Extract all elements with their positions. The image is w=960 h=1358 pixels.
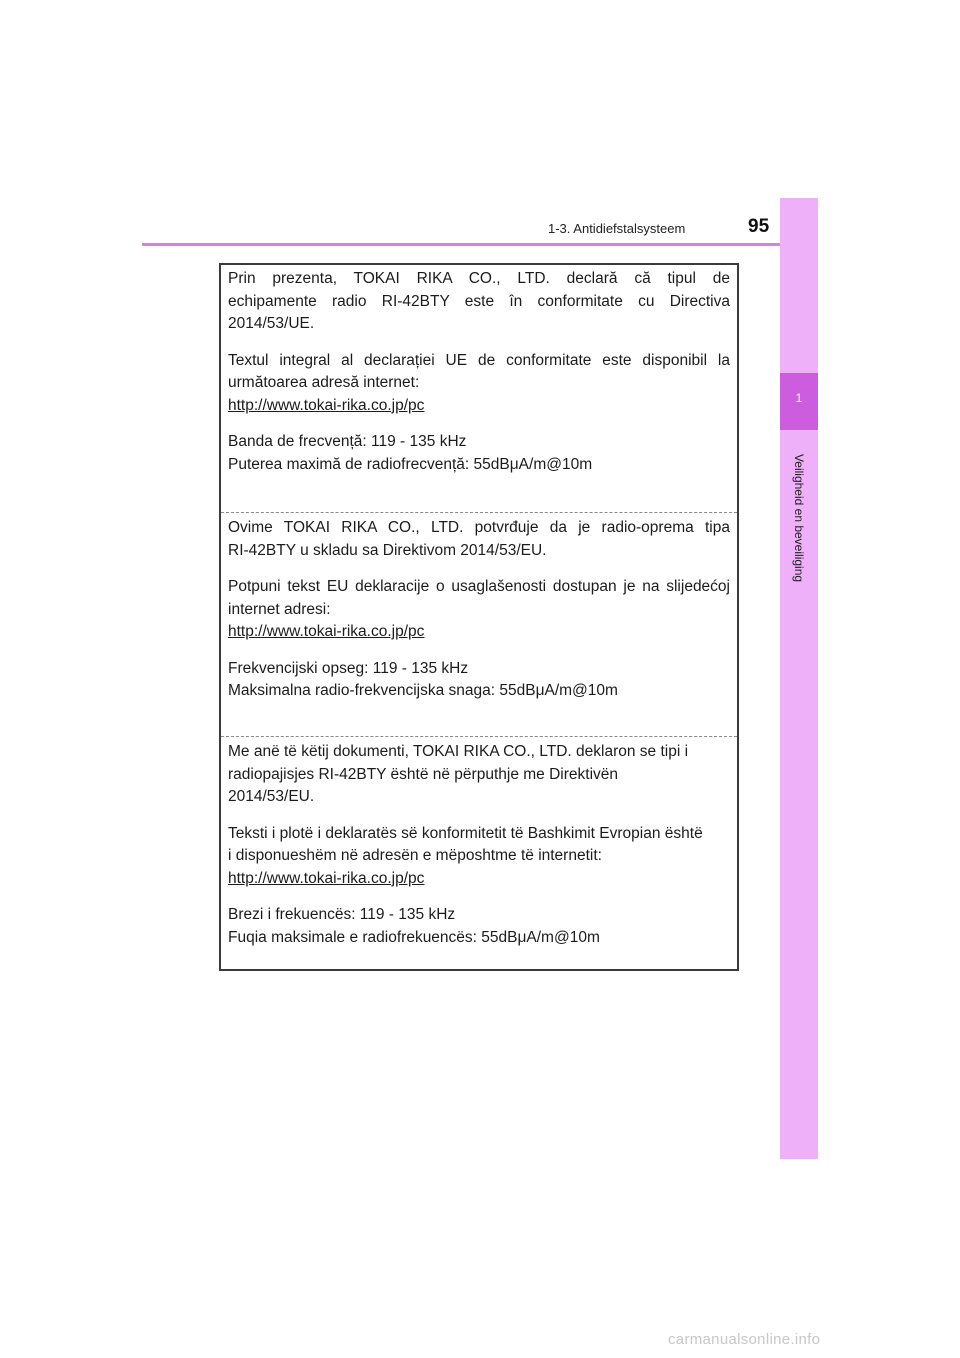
declaration-url-link[interactable]: http://www.tokai-rika.co.jp/pc [228,396,425,414]
header-divider [142,243,818,246]
full-text-line: Teksti i plotë i deklaratës së konformitetit të Bashkimit Evropian është [228,824,703,842]
intro-line: Prin prezenta, TOKAI RIKA CO., LTD. declară că tipul de [228,270,730,287]
full-text-line: Textul integral al declarației UE de conformitate este disponibil la [228,351,730,369]
declaration-url-link[interactable]: http://www.tokai-rika.co.jp/pc [228,869,425,887]
section-divider [221,512,737,513]
intro-line: echipamente radio RI-42BTY este în conformitate cu Directiva [228,292,730,310]
intro-line: Me anë të këtij dokumenti, TOKAI RIKA CO., LTD. deklaron se tipi i [228,743,689,760]
full-text-line: internet adresi: [228,600,331,618]
chapter-title: Veiligheid en beveiliging [792,453,806,583]
max-power: Fuqia maksimale e radiofrekuencës: 55dBμA/m@10m [228,928,600,946]
chapter-number-box [780,373,818,430]
intro-line: 2014/53/UE. [228,315,315,332]
section-divider [221,736,737,737]
full-text-line: următoarea adresă internet: [228,374,420,391]
section-title: 1-3. Antidiefstalsysteem [548,221,686,236]
intro-line: 2014/53/EU. [228,788,315,805]
max-power: Maksimalna radio-frekvencijska snaga: 55dBμA/m@10m [228,682,618,699]
declaration-box [219,263,739,971]
intro-line: Ovime TOKAI RIKA CO., LTD. potvrđuje da je radio-oprema tipa [228,519,730,536]
declaration-url-link[interactable]: http://www.tokai-rika.co.jp/pc [228,623,425,640]
chapter-number: 1 [795,391,803,405]
declaration-albanian [228,741,730,949]
full-text-line: i disponueshëm në adresën e mëposhtme të internetit: [228,847,602,864]
chapter-side-tab [780,198,818,1159]
page-number: 95 [748,216,770,237]
declaration-bosnian [228,517,730,703]
frequency-band: Banda de frecvență: 119 - 135 kHz [228,433,467,450]
frequency-band: Brezi i frekuencës: 119 - 135 kHz [228,906,456,923]
declaration-romanian [228,268,730,476]
watermark: carmanualsonline.info [668,1331,821,1348]
frequency-band: Frekvencijski opseg: 119 - 135 kHz [228,659,469,677]
full-text-line: Potpuni tekst EU deklaracije o usaglašenosti dostupan je na slijedećoj [228,578,730,595]
max-power: Puterea maximă de radiofrecvență: 55dBμA/m@10m [228,455,593,473]
intro-line: RI-42BTY u skladu sa Direktivom 2014/53/EU. [228,541,547,559]
intro-line: radiopajisjes RI-42BTY është në përputhje me Direktivën [228,765,618,783]
